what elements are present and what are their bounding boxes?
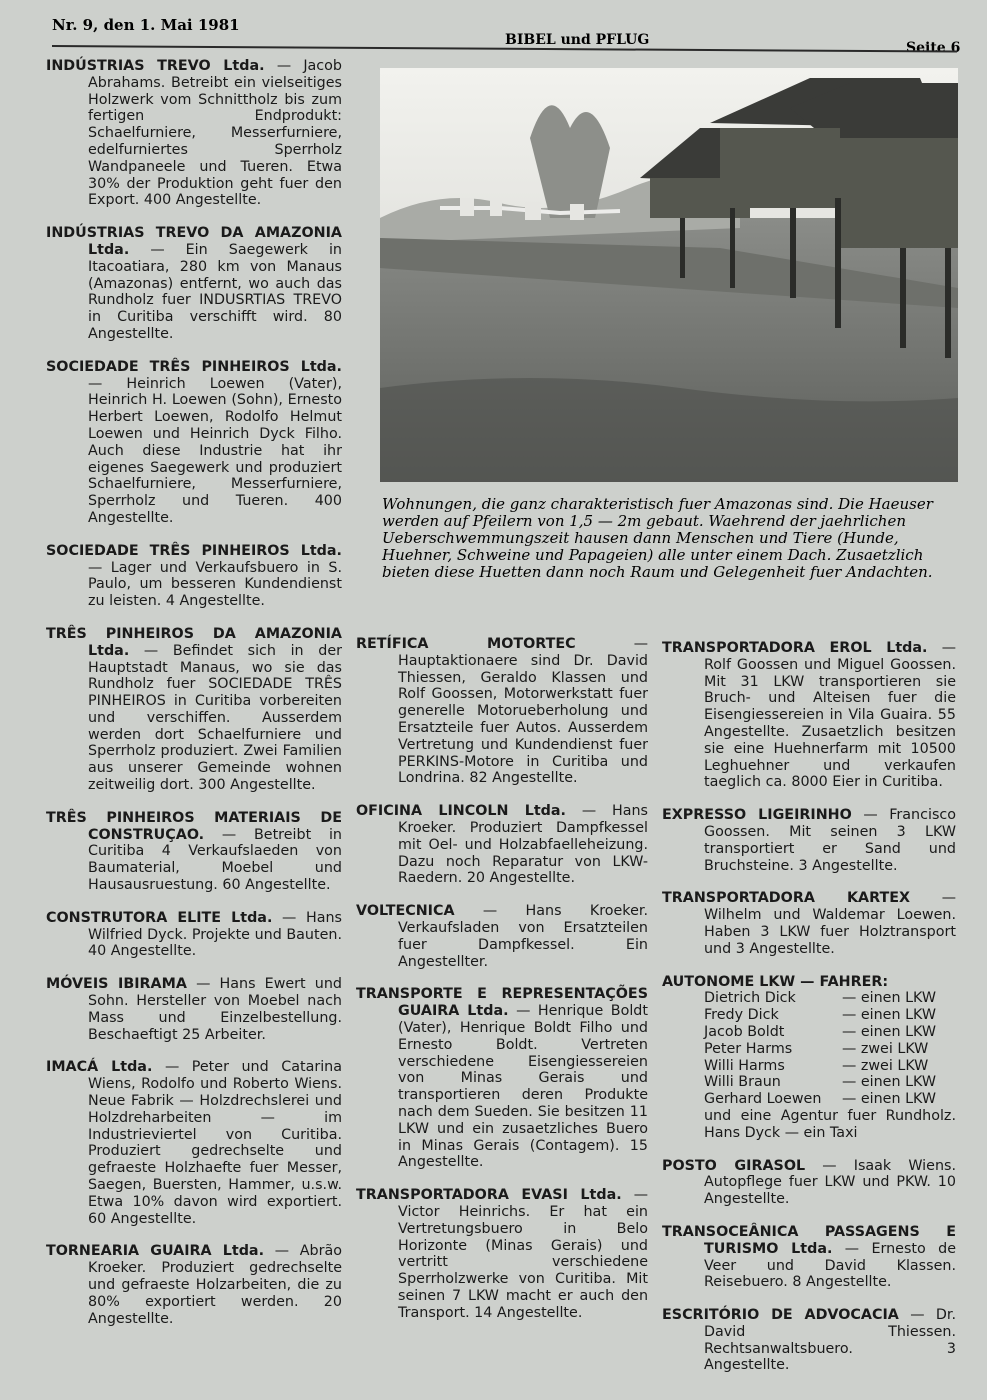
company-name: SOCIEDADE TRÊS PINHEIROS Ltda.: [46, 542, 342, 559]
company-text: — Henrique Boldt (Vater), Henrique Boldt Filho und Ernesto Boldt. Vertreten verschiedene Eisengiessereien von Minas Gerais und transportieren deren Produkte nach dem Sueden. Sie besitzen 11 LKW und ein zusaetzliches Buero in Minas Gerais (Contagem). 15 Angestellte.: [398, 1003, 648, 1171]
driver-row: [662, 1091, 944, 1108]
company-text: — Victor Heinrichs. Er hat ein Vertretungsbuero in Belo Horizonte (Minas Gerais) und vertritt verschiedene Sperrholzwerke von Curitiba. Mit seinen 7 LKW macht er auch den Transport. 14 Angestellte.: [398, 1187, 648, 1321]
company-text: — Abrão Kroeker. Produziert gedrechselte und gefraeste Holzarbeiten, die zu 80% exportiert werden. 20 Angestellte.: [88, 1243, 342, 1327]
company-name: TRANSPORTADORA EVASI Ltda.: [356, 1187, 622, 1204]
company-name: TRÊS PINHEIROS MATERIAIS DE CONSTRUÇAO.: [46, 809, 342, 843]
photo-caption: Wohnungen, die ganz charakteristisch fuer Amazonas sind. Die Haeuser werden auf Pfeilern von 1,5 — 2m gebaut. Waehrend der jaehrlichen Ueberschwemmungszeit hausen dann Menschen und Tiere (Hunde, Huehner, Schweine und Papageien) alle unter einem Dach. Zusaetzlich bieten diese Huetten dann noch Raum und Gelegenheit fuer Andachten.: [382, 495, 933, 581]
company-text: — Hans Kroeker. Verkaufsladen von Ersatzteilen fuer Dampfkessel. Ein Angestellter.: [398, 903, 648, 970]
company-entry: [356, 903, 648, 970]
company-text: — Francisco Goossen. Mit seinen 3 LKW transportiert er Sand und Bruchsteine. 3 Angestellte.: [704, 807, 956, 874]
company-text: — Hans Ewert und Sohn. Hersteller von Moebel nach Mass und Einzelbestellung. Beschaeftigt 25 Arbeiter.: [88, 976, 342, 1043]
driver-count: — einen LKW: [842, 1091, 937, 1108]
company-entry: [356, 1187, 648, 1321]
driver-count: — einen LKW: [842, 1007, 937, 1024]
company-name: TRÊS PINHEIROS DA AMAZONIA Ltda.: [46, 625, 342, 659]
stilt-houses-photo: [380, 68, 958, 482]
driver-row: [662, 1058, 944, 1075]
driver-count: — einen LKW: [842, 990, 937, 1007]
company-entry: [46, 810, 342, 894]
company-text: — Befindet sich in der Hauptstadt Manaus, wo sie das Rundholz fuer SOCIEDADE TRÊS PINHEIROS in Curitiba vorbereiten und verschiffen. Ausserdem werden dort Schaelfurniere und Sperrholz produziert. Zwei Familien aus unserer Gemeinde wohnen zeitweilig dort. 300 Angestellte.: [88, 642, 343, 794]
company-text: — Betreibt in Curitiba 4 Verkaufslaeden von Baumaterial, Moebel und Hausausruestung. 60 Angestellte.: [88, 826, 342, 894]
company-entry: [46, 976, 342, 1043]
company-entry: [662, 640, 956, 791]
company-text: — Ernesto de Veer und David Klassen. Reisebuero. 8 Angestellte.: [704, 1240, 957, 1291]
driver-name: Peter Harms: [704, 1040, 793, 1057]
company-name: VOLTECNICA: [356, 903, 455, 920]
autonome-tail: und eine Agentur fuer Rundholz. Hans Dyck — ein Taxi: [704, 1107, 956, 1141]
driver-row: [662, 1024, 944, 1041]
company-text: — Isaak Wiens. Autopflege fuer LKW und PKW. 10 Angestellte.: [704, 1157, 956, 1208]
company-name: INDÚSTRIAS TREVO DA AMAZONIA Ltda.: [46, 225, 342, 258]
company-entry: [662, 1307, 956, 1374]
driver-name: Jacob Boldt: [704, 1023, 785, 1040]
company-entry: [46, 626, 342, 794]
company-text: — Jacob Abrahams. Betreibt ein vielseitiges Holzwerk vom Schnittholz bis zum fertigen Endprodukt: Schaelfurniere, Messerfurniere, edelfurniertes Sperrholz Wandpaneele und Tueren. Etwa 30% der Produktion geht fuer den Export. 400 Angestellte.: [88, 58, 342, 209]
driver-count: — einen LKW: [842, 1074, 937, 1091]
company-entry: [46, 58, 342, 209]
company-entry: [46, 359, 342, 527]
company-name: SOCIEDADE TRÊS PINHEIROS Ltda.: [46, 358, 342, 375]
company-text: — Hans Wilfried Dyck. Projekte und Bauten. 40 Angestellte.: [88, 909, 343, 960]
company-name: TRANSOCEÂNICA PASSAGENS E TURISMO Ltda.: [662, 1223, 956, 1257]
company-name: EXPRESSO LIGEIRINHO: [662, 807, 852, 824]
driver-row: [662, 1074, 944, 1091]
company-text: — Peter und Catarina Wiens, Rodolfo und Roberto Wiens. Neue Fabrik — Holzdrechslerei und Holzdreharbeiten — im Industrieviertel von Curitiba. Produziert gedrechselte und gefraeste Holzhaefte fuer Messer, Saegen, Buersten, Hammer, u.s.w. Etwa 10% davon wird exportiert. 60 Angestellte.: [88, 1059, 342, 1227]
driver-count: — einen LKW: [842, 1023, 937, 1040]
company-name: INDÚSTRIAS TREVO Ltda.: [46, 58, 265, 74]
company-entry: [662, 1224, 956, 1291]
driver-name: Fredy Dick: [704, 1007, 779, 1024]
driver-name: Dietrich Dick: [704, 990, 796, 1007]
company-name: TRANSPORTADORA EROL Ltda.: [662, 640, 928, 656]
company-name: OFICINA LINCOLN Ltda.: [356, 803, 566, 820]
company-name: CONSTRUTORA ELITE Ltda.: [46, 909, 273, 926]
column-3: [662, 640, 956, 1390]
company-entry: [46, 543, 342, 610]
company-entry: [662, 807, 956, 874]
driver-name: Willi Harms: [704, 1057, 785, 1074]
column-1: [46, 58, 342, 1343]
company-text: — Wilhelm und Waldemar Loewen. Haben 3 LKW fuer Holztransport und 3 Angestellte.: [704, 890, 957, 957]
company-entry: [356, 803, 648, 887]
driver-row: [662, 1041, 944, 1058]
company-text: — Heinrich Loewen (Vater), Heinrich H. Loewen (Sohn), Ernesto Herbert Loewen, Rodolfo Helmut Loewen und Heinrich Dyck Filho. Auch diese Industrie hat ihr eigenes Saegewerk und produziert Schaelfurniere, Messerfurniere, Sperrholz und Tueren. 400 Angestellte.: [88, 375, 342, 526]
company-name: TRANSPORTE E REPRESENTAÇÕES GUAIRA Ltda.: [356, 986, 648, 1020]
company-name: TRANSPORTADORA KARTEX: [662, 890, 911, 907]
company-name: ESCRITÓRIO DE ADVOCACIA: [662, 1307, 899, 1324]
company-text: — Hauptaktionaere sind Dr. David Thiessen, Geraldo Klassen und Rolf Goossen, Motorwerkstatt fuer generelle Motorueberholung und Ersatzteile fuer Autos. Ausserdem Vertretung und Kundendienst fuer PERKINS-Motore in Curitiba und Londrina. 82 Angestellte.: [398, 636, 648, 787]
company-name: POSTO GIRASOL: [662, 1157, 806, 1174]
driver-name: Gerhard Loewen: [704, 1091, 822, 1108]
column-2: [356, 636, 648, 1337]
company-entry: [662, 1158, 956, 1208]
company-text: — Hans Kroeker. Produziert Dampfkessel mit Oel- und Holzabfaelleheizung. Dazu noch Reparatur von LKW-Raedern. 20 Angestellte.: [398, 803, 648, 887]
autonome-section: [662, 974, 956, 1142]
driver-row: [662, 990, 944, 1007]
company-entry: [46, 1059, 342, 1227]
driver-row: [662, 1007, 944, 1024]
company-name: RETÍFICA MOTORTEC: [356, 636, 576, 652]
company-entry: [662, 890, 956, 957]
company-entry: [46, 225, 342, 343]
company-text: — Ein Saegewerk in Itacoatiara, 280 km von Manaus (Amazonas) entfernt, wo auch das Rundholz fuer INDUSRTIAS TREVO in Curitiba verschifft wird. 80 Angestellte.: [88, 241, 342, 342]
driver-count: — zwei LKW: [842, 1040, 929, 1057]
company-name: IMACÁ Ltda.: [46, 1059, 153, 1076]
company-entry: [46, 1243, 342, 1327]
company-entry: [356, 986, 648, 1171]
driver-count: — zwei LKW: [842, 1057, 929, 1074]
page-number: Seite 6: [906, 40, 961, 56]
autonome-title: AUTONOME LKW — FAHRER:: [662, 973, 889, 990]
driver-name: Willi Braun: [704, 1074, 781, 1091]
company-text: — Dr. David Thiessen. Rechtsanwaltsbuero. 3 Angestellte.: [704, 1307, 956, 1374]
issue-date: Nr. 9, den 1. Mai 1981: [52, 16, 240, 34]
company-name: TORNEARIA GUAIRA Ltda.: [46, 1243, 265, 1260]
masthead: BIBEL und PFLUG: [505, 32, 650, 48]
company-text: — Rolf Goossen und Miguel Goossen. Mit 31 LKW transportieren sie Bruch- und Alteisen fuer die Eisengiessereien in Vila Guaira. 55 Angestellte. Zusaetzlich besitzen sie eine Huehnerfarm mit 10500 Leghuehner und verkaufen taeglich ca. 8000 Eier in Curitiba.: [704, 640, 956, 791]
company-name: MÓVEIS IBIRAMA: [46, 976, 187, 993]
company-text: — Lager und Verkaufsbuero in S. Paulo, um besseren Kundendienst zu leisten. 4 Angestellte.: [88, 559, 342, 610]
company-entry: [46, 910, 342, 960]
company-entry: [356, 636, 648, 787]
